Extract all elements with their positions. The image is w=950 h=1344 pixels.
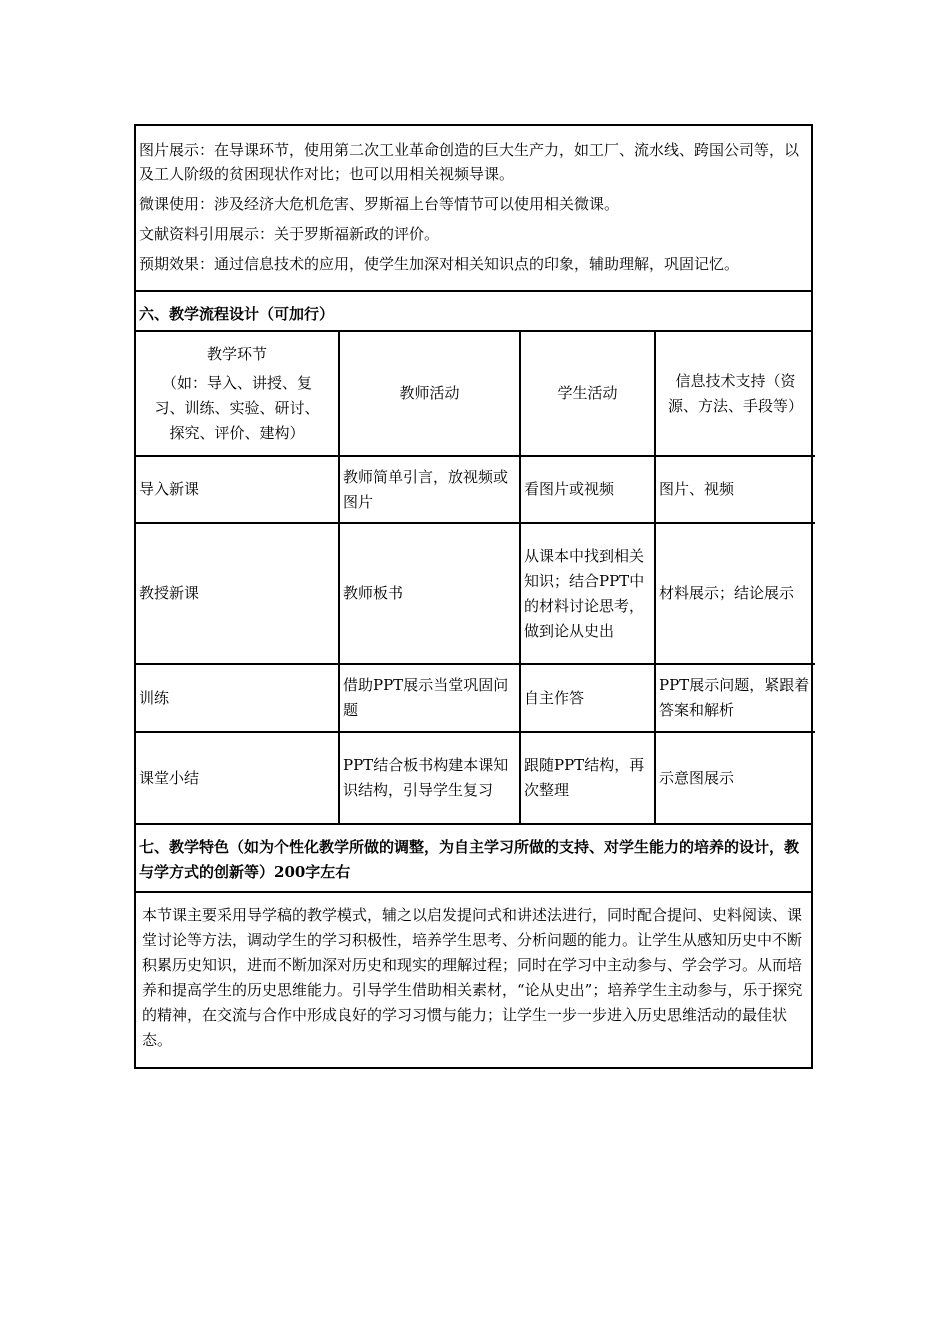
header-student: 学生活动 — [520, 332, 655, 456]
header-tech: 信息技术支持（资源、方法、手段等） — [655, 332, 815, 456]
section7-title: 七、教学特色（如为个性化教学所做的调整，为自主学习所做的支持、对学生能力的培养的设计，教与学方式的创新等）200字左右 — [136, 825, 811, 893]
row-tech: 图片、视频 — [655, 456, 815, 523]
row-stage: 课堂小结 — [136, 732, 339, 823]
row-teacher: 教师简单引言，放视频或图片 — [339, 456, 520, 523]
row-teacher: 借助PPT展示当堂巩固问题 — [339, 664, 520, 732]
row-stage: 教授新课 — [136, 523, 339, 664]
teaching-flow-table — [136, 332, 815, 823]
intro-paragraph: 微课使用：涉及经济大危机危害、罗斯福上台等情节可以使用相关微课。 — [139, 195, 620, 213]
row-student: 跟随PPT结构，再次整理 — [520, 732, 655, 823]
table-row — [136, 732, 815, 823]
section6-title: 六、教学流程设计（可加行） — [136, 292, 811, 332]
table-header-row — [136, 332, 815, 456]
header-stage-title: 教学环节 — [206, 344, 267, 363]
row-student: 看图片或视频 — [520, 456, 655, 523]
intro-paragraph: 预期效果：通过信息技术的应用，使学生加深对相关知识点的印象，辅助理解，巩固记忆。 — [139, 255, 740, 273]
row-tech: PPT展示问题，紧跟着答案和解析 — [655, 664, 815, 732]
section7-body: 本节课主要采用导学稿的教学模式，辅之以启发提问式和讲述法进行，同时配合提问、史料阅读、课堂讨论等方法，调动学生的学习积极性，培养学生思考、分析问题的能力。让学生从感知历史中不断积累历史知识，进而不断加深对历史和现实的理解过程；同时在学习中主动参与、学会学习。从而培养和提高学生的历史思维能力。引导学生借助相关素材，“论从史出”；培养学生主动参与，乐于探究的精神，在交流与合作中形成良好的学习习惯与能力；让学生一步一步进入历史思维活动的最佳状态。 — [142, 906, 803, 1049]
tech-application-section — [136, 126, 811, 292]
lesson-plan-table — [134, 124, 813, 1069]
row-teacher: PPT结合板书构建本课知识结构，引导学生复习 — [339, 732, 520, 823]
teaching-features-section — [136, 893, 811, 1067]
intro-paragraph: 图片展示：在导课环节，使用第二次工业革命创造的巨大生产力，如工厂、流水线、跨国公司等，以及工人阶级的贫困现状作对比；也可以用相关视频导课。 — [139, 141, 800, 183]
row-student: 自主作答 — [520, 664, 655, 732]
row-student: 从课本中找到相关知识；结合PPT中的材料讨论思考，做到论从史出 — [520, 523, 655, 664]
row-stage: 导入新课 — [136, 456, 339, 523]
table-row — [136, 523, 815, 664]
header-teacher: 教师活动 — [339, 332, 520, 456]
row-teacher: 教师板书 — [339, 523, 520, 664]
header-stage — [136, 332, 339, 456]
row-tech: 材料展示；结论展示 — [655, 523, 815, 664]
header-stage-note: （如：导入、讲授、复习、训练、实验、研讨、探究、评价、建构） — [154, 373, 320, 442]
intro-paragraph: 文献资料引用展示：关于罗斯福新政的评价。 — [139, 225, 440, 243]
teaching-flow-section — [136, 332, 811, 825]
row-stage: 训练 — [136, 664, 339, 732]
table-row — [136, 456, 815, 523]
row-tech: 示意图展示 — [655, 732, 815, 823]
table-row — [136, 664, 815, 732]
